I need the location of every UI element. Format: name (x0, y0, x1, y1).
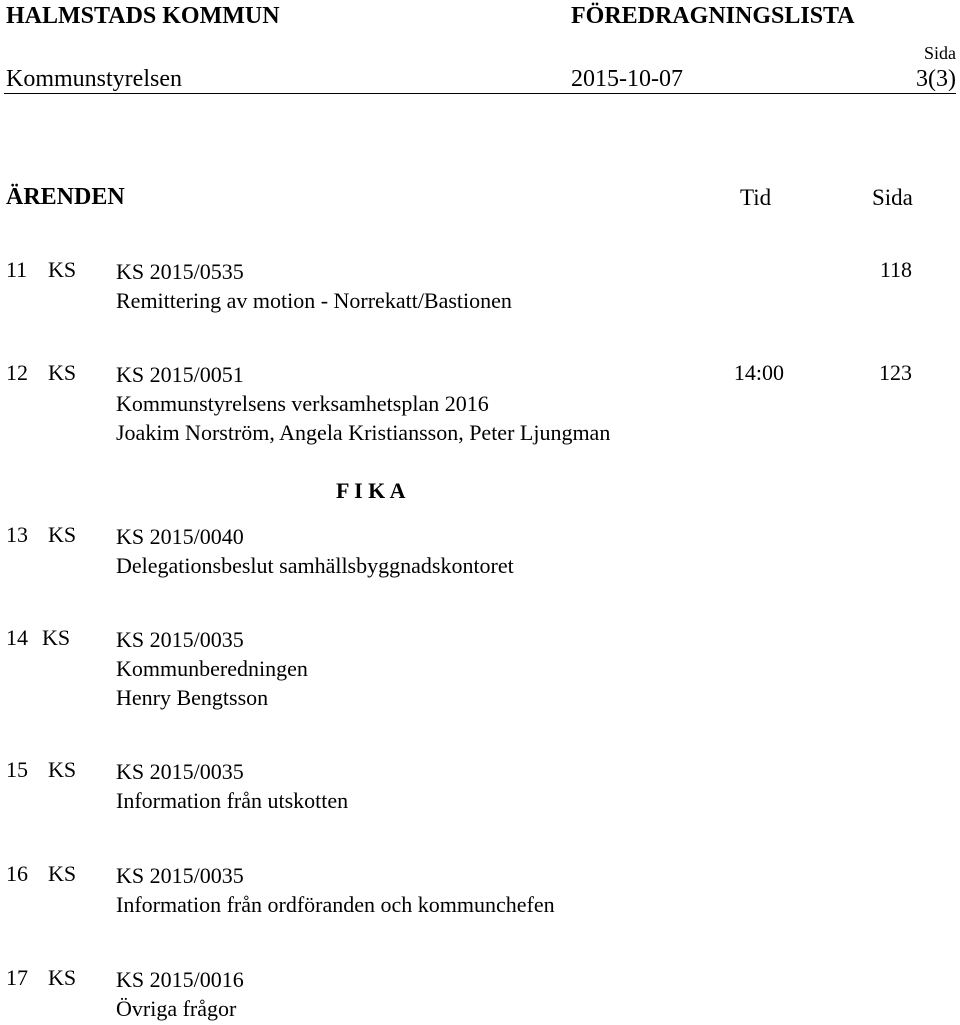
item-case-number: KS 2015/0016 (116, 967, 244, 992)
item-title: Kommunstyrelsens verksamhetsplan 2016 (116, 391, 489, 416)
item-case-number: KS 2015/0051 (116, 362, 244, 387)
item-number: 17 (6, 965, 28, 990)
item-page: 118 (879, 257, 912, 282)
item-number: 13 (6, 522, 28, 547)
committee-name: Kommunstyrelsen (6, 66, 182, 92)
item-time: 14:00 (733, 360, 784, 385)
item-number: 14 (6, 625, 28, 650)
item-org: KS (48, 522, 77, 547)
item-case-number: KS 2015/0040 (116, 524, 244, 549)
item-title: Kommunberedningen (116, 656, 308, 681)
item-case-number: KS 2015/0535 (116, 259, 244, 284)
item-org: KS (48, 965, 77, 990)
item-case-number: KS 2015/0035 (116, 759, 244, 784)
item-org: KS (42, 625, 71, 650)
page-label: Sida (923, 43, 956, 63)
item-number: 11 (6, 257, 28, 282)
item-page: 123 (879, 360, 912, 385)
item-presenters: Joakim Norström, Angela Kristiansson, Peter Ljungman (116, 420, 611, 445)
item-title: Övriga frågor (116, 996, 237, 1021)
coffee-break-label: F I K A (336, 478, 406, 503)
item-title: Information från ordföranden och kommunchefen (116, 892, 555, 917)
column-page-header: Sida (872, 185, 913, 210)
item-title: Information från utskotten (116, 788, 349, 813)
page-number: 3(3) (916, 66, 956, 92)
item-case-number: KS 2015/0035 (116, 863, 244, 888)
item-title: Remittering av motion - Norrekatt/Bastionen (116, 288, 512, 313)
item-presenters: Henry Bengtsson (116, 685, 269, 710)
item-org: KS (48, 257, 77, 282)
column-time-header: Tid (740, 185, 772, 210)
item-org: KS (48, 757, 77, 782)
item-case-number: KS 2015/0035 (116, 627, 244, 652)
document-type: FÖREDRAGNINGSLISTA (571, 3, 855, 29)
item-org: KS (48, 861, 77, 886)
item-number: 15 (6, 757, 28, 782)
item-number: 16 (6, 861, 28, 886)
header-divider (4, 93, 956, 94)
meeting-date: 2015-10-07 (571, 66, 683, 92)
item-title: Delegationsbeslut samhällsbyggnadskontoret (116, 553, 514, 578)
item-org: KS (48, 360, 77, 385)
organization-name: HALMSTADS KOMMUN (6, 3, 280, 29)
item-number: 12 (6, 360, 28, 385)
agenda-heading: ÄRENDEN (6, 184, 125, 210)
